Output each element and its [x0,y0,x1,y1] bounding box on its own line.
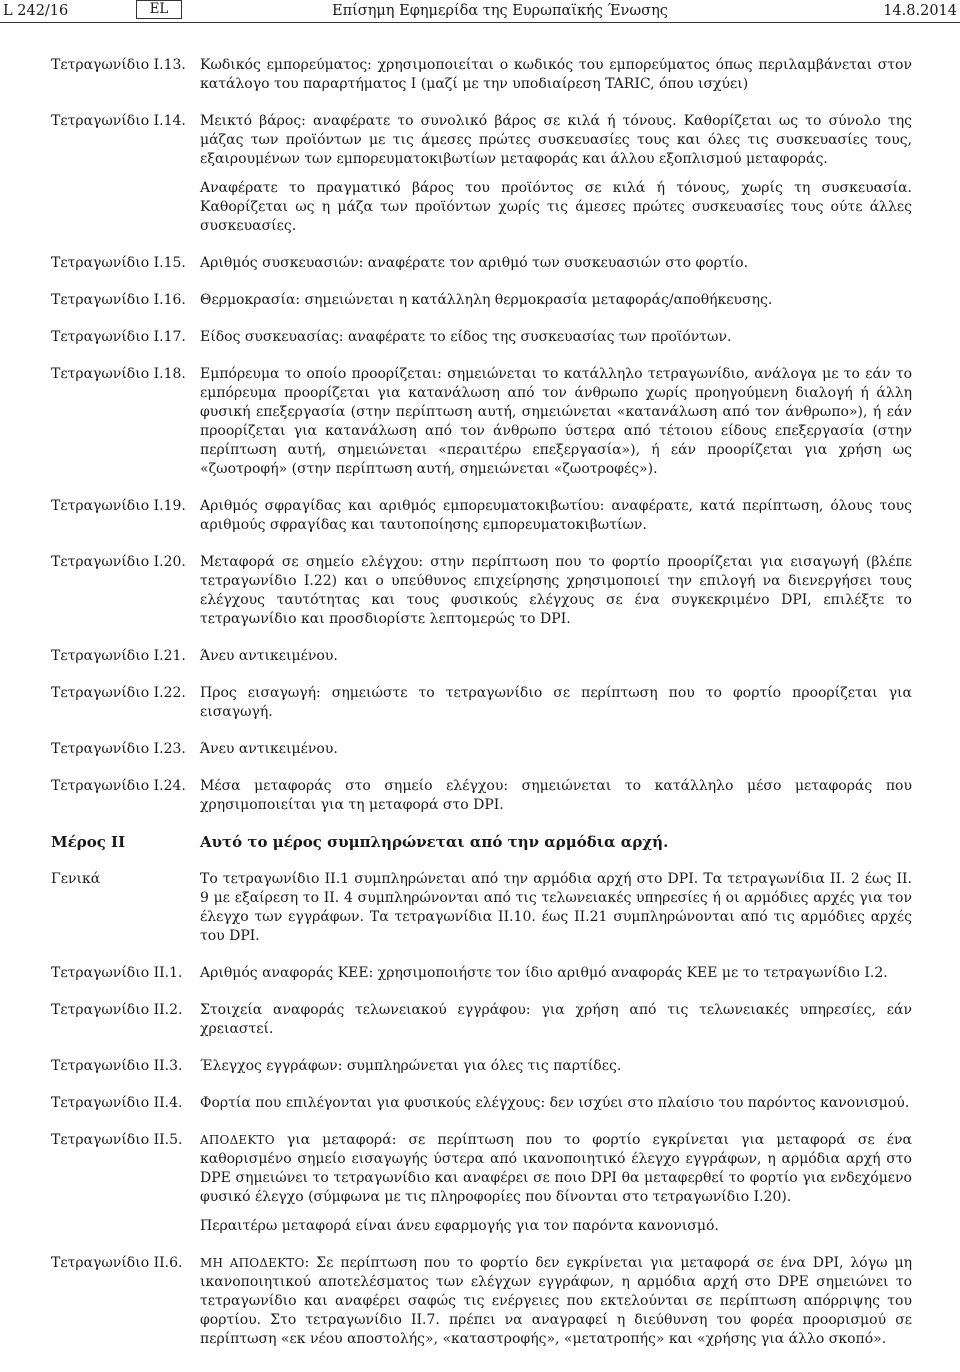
field-description [200,964,912,983]
description-paragraph: Κωδικός εμπορεύματος: χρησιμοποιείται ο κωδικός του εμπορεύματος όπως περιλαμβάνεται στον κατάλογο του παραρτήματος I (μαζί με την υποδιαίρεση TARIC, όπου ισχύει) [200,57,912,92]
description-paragraph: Έλεγχος εγγράφων: συμπληρώνεται για όλες τις παρτίδες. [200,1058,622,1074]
field-description [200,1057,912,1076]
field-description [200,1131,912,1236]
publication-date: 14.8.2014 [883,3,957,19]
field-label: Τετραγωνίδιο I.17. [51,329,186,345]
field-label: Τετραγωνίδιο II.3. [51,1058,183,1074]
description-paragraph: Θερμοκρασία: σημειώνεται η κατάλληλη θερμοκρασία μεταφοράς/αποθήκευσης. [200,292,773,308]
journal-title: Επίσημη Εφημερίδα της Ευρωπαϊκής Ένωσης [332,3,668,19]
field-description [200,1094,912,1113]
field-row [0,553,960,629]
field-description [200,365,912,479]
description-paragraph: Αριθμός αναφοράς ΚΕΕ: χρησιμοποιήστε τον ίδιο αριθμό αναφοράς ΚΕΕ με το τετραγωνίδιο I.2. [200,965,888,981]
field-row [0,684,960,722]
field-description [200,740,912,759]
field-description [200,553,912,629]
field-label: Τετραγωνίδιο I.24. [51,778,186,794]
description-paragraph [200,1131,912,1207]
field-description [200,777,912,815]
description-paragraph: Μέσα μεταφοράς στο σημείο ελέγχου: σημειώνεται το κατάλληλο μέσο μεταφοράς που χρησιμοποιείται για τη μεταφορά στο DPI. [200,778,912,813]
status-term: ΑΠΟΔΕΚΤΟ [200,1133,275,1147]
field-row [0,365,960,479]
field-description [200,497,912,535]
field-description [200,1254,912,1349]
field-label: Τετραγωνίδιο II.6. [51,1255,183,1271]
field-row [0,497,960,535]
field-label: Τετραγωνίδιο II.1. [51,965,183,981]
description-paragraph [200,1254,912,1349]
field-row [0,1001,960,1039]
field-row [0,964,960,983]
field-description [200,647,912,666]
field-row [0,740,960,759]
status-term: ΜΗ ΑΠΟΔΕΚΤΟ [200,1256,305,1270]
field-description [200,112,912,236]
field-row [0,777,960,815]
field-label: Τετραγωνίδιο I.19. [51,498,186,514]
header-rule [0,22,960,23]
field-description [200,833,912,852]
field-description [200,328,912,347]
page-reference: L 242/16 [3,3,69,19]
field-label: Γενικά [51,871,101,887]
field-label: Τετραγωνίδιο II.2. [51,1002,183,1018]
description-paragraph: Περαιτέρω μεταφορά είναι άνευ εφαρμογής για τον παρόντα κανονισμό. [200,1218,719,1234]
paragraph-text: για μεταφορά: σε περίπτωση που το φορτίο εγκρίνεται για μεταφορά σε ένα καθορισμένο σημείο εισαγωγής ύστερα από ικανοποιητικό έλεγχο εγγράφων, η αρμόδια αρχή στο DPE σημειώνει το τετραγωνίδιο και αναφέρει σε ποιο DPI θα μεταφερθεί το φορτίο για ενδεχόμενο φυσικό έλεγχο (σύμφωνα με τις πληροφορίες που δίνονται στο τετραγωνίδιο I.20). [200,1132,912,1205]
field-row [0,1057,960,1076]
description-paragraph: Αυτό το μέρος συμπληρώνεται από την αρμόδια αρχή. [200,833,669,851]
page-header [0,0,960,22]
field-row [0,112,960,236]
description-paragraph: Φορτία που επιλέγονται για φυσικούς ελέγχους: δεν ισχύει στο πλαίσιο του παρόντος κανονισμού. [200,1095,910,1111]
description-paragraph: Το τετραγωνίδιο II.1 συμπληρώνεται από την αρμόδια αρχή στο DPI. Τα τετραγωνίδια II. 2 έως II. 9 με εξαίρεση το II. 4 συμπληρώνονται από τις τελωνειακές υπηρεσίες ή οι αρμόδιες αρχές για τον έλεγχο των εγγράφων. Τα τετραγωνίδια II.10. έως II.21 συμπληρώνονται από τις αρμόδιες αρχές του DPI. [200,871,912,944]
description-paragraph: Είδος συσκευασίας: αναφέρατε το είδος της συσκευασίας των προϊόντων. [200,329,732,345]
paragraph-text: : Σε περίπτωση που το φορτίο δεν εγκρίνεται για μεταφορά σε ένα DPI, λόγω μη ικανοποιητικού αποτελέσματος των ελέγχων εγγράφων, η αρμόδια αρχή στο DPE σημειώνει το τετραγωνίδιο και αναφέρει σαφώς τις ενέργειες που εκτελούνται σε περίπτωση απόρριψης του φορτίου. Στο τετραγωνίδιο II.7. πρέπει να αναγραφεί η διεύθυνση του φορέα προορισμού σε περίπτωση «εκ νέου αποστολής», «καταστροφής», «μετατροπής» και «χρήσης για άλλο σκοπό». [200,1255,912,1347]
description-paragraph: Εμπόρευμα το οποίο προορίζεται: σημειώνεται το κατάλληλο τετραγωνίδιο, ανάλογα με το εάν το εμπόρευμα προορίζεται για κατανάλωση από τον άνθρωπο χωρίς προηγούμενη διαλογή ή άλλη φυσική επεξεργασία (στην περίπτωση αυτή, σημειώνεται «κατανάλωση από τον άνθρωπο»), ή εάν προορίζεται για κατανάλωση από τον άνθρωπο ύστερα από τέτοιου είδους επεξεργασία (στην περίπτωση αυτή, σημειώνεται «περαιτέρω επεξεργασία»), ή εάν προορίζεται για χρήση ως «ζωοτροφή» (στην περίπτωση αυτή, σημειώνεται «ζωοτροφές»). [200,366,912,477]
field-label: Μέρος II [51,833,126,851]
language-badge: EL [136,0,182,19]
description-paragraph: Μεταφορά σε σημείο ελέγχου: στην περίπτωση που το φορτίο προορίζεται για εισαγωγή (βλέπε τετραγωνίδιο I.22) και ο υπεύθυνος επιχείρησης χρησιμοποιεί την επιλογή να διενεργήσει τους ελέγχους ταυτότητας και τους φυσικούς ελέγχους σε ένα συγκεκριμένο DPI, επιλέξτε το τετραγωνίδιο και προσδιορίστε λεπτομερώς το DPI. [200,554,912,627]
field-row [0,1131,960,1236]
field-row [0,1254,960,1349]
field-label: Τετραγωνίδιο II.4. [51,1095,183,1111]
document-body [0,56,960,1367]
field-row [0,870,960,946]
description-paragraph: Αριθμός σφραγίδας και αριθμός εμπορευματοκιβωτίου: αναφέρατε, κατά περίπτωση, όλους τους αριθμούς σφραγίδας και ταυτοποίησης εμπορευματοκιβωτίων. [200,498,912,533]
field-row [0,833,960,852]
field-label: Τετραγωνίδιο I.14. [51,113,186,129]
field-label: Τετραγωνίδιο I.16. [51,292,186,308]
field-label: Τετραγωνίδιο I.18. [51,366,186,382]
field-description [200,291,912,310]
field-row [0,1094,960,1113]
field-row [0,254,960,273]
field-label: Τετραγωνίδιο II.5. [51,1132,183,1148]
description-paragraph: Αριθμός συσκευασιών: αναφέρατε τον αριθμό των συσκευασιών στο φορτίο. [200,255,749,271]
field-label: Τετραγωνίδιο I.23. [51,741,186,757]
field-row [0,291,960,310]
field-label: Τετραγωνίδιο I.20. [51,554,186,570]
field-label: Τετραγωνίδιο I.15. [51,255,186,271]
description-paragraph: Στοιχεία αναφοράς τελωνειακού εγγράφου: για χρήση από τις τελωνειακές υπηρεσίες, εάν χρειαστεί. [200,1002,912,1037]
field-label: Τετραγωνίδιο I.13. [51,57,186,73]
description-paragraph: Προς εισαγωγή: σημειώστε το τετραγωνίδιο σε περίπτωση που το φορτίο προορίζεται για εισαγωγή. [200,685,912,720]
field-label: Τετραγωνίδιο I.21. [51,648,186,664]
field-row [0,56,960,94]
field-description [200,870,912,946]
description-paragraph: Αναφέρατε το πραγματικό βάρος του προϊόντος σε κιλά ή τόνους, χωρίς τη συσκευασία. Καθορίζεται ως η μάζα των προϊόντων χωρίς τις άμεσες πρώτες συσκευασίες τους ούτε άλλες συσκευασίες. [200,180,912,234]
description-paragraph: Μεικτό βάρος: αναφέρατε το συνολικό βάρος σε κιλά ή τόνους. Καθορίζεται ως το σύνολο της μάζας των προϊόντων με τις άμεσες πρώτες συσκευασίες τους και όλες τις συσκευασίες τους, εξαιρουμένων των εμπορευματοκιβωτίων μεταφοράς και άλλου εξοπλισμού μεταφοράς. [200,113,912,167]
field-description [200,1001,912,1039]
field-row [0,647,960,666]
description-paragraph: Άνευ αντικειμένου. [200,741,338,757]
field-description [200,254,912,273]
field-description [200,684,912,722]
field-label: Τετραγωνίδιο I.22. [51,685,186,701]
description-paragraph: Άνευ αντικειμένου. [200,648,338,664]
field-row [0,328,960,347]
field-description [200,56,912,94]
